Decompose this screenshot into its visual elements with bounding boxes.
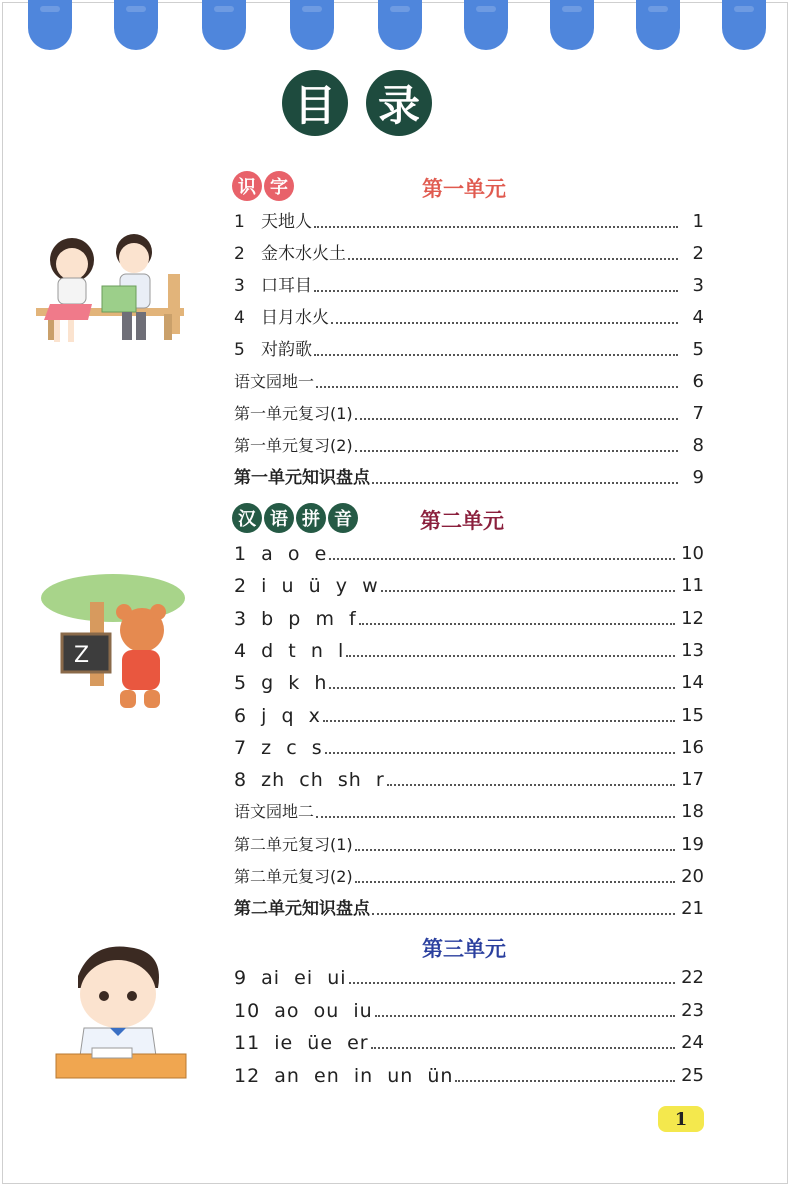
title-char: 目 <box>282 70 348 136</box>
binder-ring <box>636 0 680 50</box>
toc-item-page: 1 <box>692 211 704 232</box>
toc-item-page: 6 <box>692 371 704 392</box>
toc-row[interactable] <box>234 764 704 792</box>
dot-leader <box>355 881 675 883</box>
toc-item-label: 11 ie üe er <box>234 1032 369 1054</box>
toc-item-page: 20 <box>681 866 704 887</box>
dot-leader <box>346 655 675 657</box>
dot-leader <box>355 849 675 851</box>
binder-ring <box>290 0 334 50</box>
toc-item-label: 3 b p m f <box>234 607 357 630</box>
bear-under-tree-illustration <box>38 572 188 714</box>
section-badge <box>232 503 358 533</box>
toc-row[interactable] <box>234 861 704 889</box>
badge-char: 语 <box>264 503 294 533</box>
toc-row[interactable] <box>234 700 704 728</box>
toc-row[interactable] <box>234 635 704 663</box>
dot-leader <box>387 784 675 786</box>
toc-item-page: 7 <box>692 403 704 424</box>
toc-item-label: 2 金木水火土 <box>234 244 347 264</box>
dot-leader <box>314 290 678 292</box>
binder-ring <box>378 0 422 50</box>
toc-row[interactable] <box>234 430 704 458</box>
toc-item-label: 1 天地人 <box>234 212 313 232</box>
dot-leader <box>325 752 675 754</box>
toc-row[interactable] <box>234 538 704 566</box>
toc-row[interactable] <box>234 1060 704 1088</box>
badge-char: 字 <box>264 171 294 201</box>
page-title <box>282 70 432 136</box>
dot-leader <box>314 354 678 356</box>
toc-item-label: 6 j q x <box>234 704 321 727</box>
binder-ring <box>550 0 594 50</box>
section-badge <box>232 171 294 201</box>
toc-item-label: 7 z c s <box>234 736 323 759</box>
page-number: 1 <box>658 1106 704 1132</box>
dot-leader <box>331 322 678 324</box>
kids-on-bench-illustration <box>30 226 190 354</box>
unit-title: 第二单元 <box>420 509 504 533</box>
dot-leader <box>349 982 676 984</box>
toc-row[interactable] <box>234 270 704 298</box>
badge-char: 拼 <box>296 503 326 533</box>
toc-item-page: 5 <box>692 339 704 360</box>
dot-leader <box>316 816 675 818</box>
toc-row[interactable] <box>234 962 704 990</box>
toc-item-label: 语文园地二 <box>234 802 315 822</box>
toc-item-page: 21 <box>681 898 704 920</box>
binder-ring <box>114 0 158 50</box>
toc-item-page: 16 <box>681 736 704 758</box>
binder-ring <box>464 0 508 50</box>
toc-item-page: 15 <box>681 704 704 726</box>
toc-item-label: 1 a o e <box>234 543 328 565</box>
toc-item-page: 11 <box>681 575 704 597</box>
title-char: 录 <box>366 70 432 136</box>
toc-item-page: 23 <box>681 999 704 1021</box>
toc-item-label: 第一单元知识盘点 <box>234 468 370 488</box>
toc-item-label: 第二单元复习(2) <box>234 867 353 886</box>
toc-item-label: 5 对韵歌 <box>234 340 313 360</box>
binder-ring <box>28 0 72 50</box>
badge-char: 音 <box>328 503 358 533</box>
unit-title: 第三单元 <box>422 937 506 961</box>
toc-item-label: 第一单元复习(2) <box>234 436 353 455</box>
toc-item-label: 9 ai ei ui <box>234 967 347 989</box>
dot-leader <box>381 590 675 592</box>
unit-title: 第一单元 <box>422 177 506 201</box>
toc-row[interactable] <box>234 366 704 394</box>
toc-item-label: 8 zh ch sh r <box>234 769 385 792</box>
toc-row[interactable] <box>234 995 704 1023</box>
toc-row[interactable] <box>234 570 704 598</box>
toc-item-label: 语文园地一 <box>234 372 315 391</box>
toc-item-page: 22 <box>681 967 704 988</box>
toc-item-page: 4 <box>692 307 704 328</box>
toc-row[interactable] <box>234 398 704 426</box>
dot-leader <box>455 1080 675 1082</box>
toc-item-label: 第二单元复习(1) <box>234 834 353 854</box>
toc-item-page: 2 <box>692 243 704 264</box>
toc-row[interactable] <box>234 667 704 695</box>
toc-item-page: 3 <box>692 275 704 296</box>
toc-row[interactable] <box>234 1027 704 1055</box>
toc-row[interactable] <box>234 238 704 266</box>
toc-item-label: 10 ao ou iu <box>234 999 373 1022</box>
toc-item-label: 4 日月水火 <box>234 308 330 328</box>
svg-text:Z: Z <box>74 643 90 668</box>
toc-item-label: 第二单元知识盘点 <box>234 899 370 920</box>
toc-row[interactable] <box>234 829 704 857</box>
toc-item-label: 3 口耳目 <box>234 276 313 296</box>
toc-item-page: 14 <box>681 672 704 694</box>
toc-item-label: 2 i u ü y w <box>234 575 379 598</box>
toc-item-page: 13 <box>681 639 704 661</box>
badge-char: 识 <box>232 171 262 201</box>
toc-item-page: 10 <box>681 543 704 564</box>
dot-leader <box>372 482 678 484</box>
toc-row[interactable] <box>234 302 704 330</box>
toc-row[interactable] <box>234 603 704 631</box>
toc-item-page: 18 <box>681 801 704 823</box>
toc-row[interactable] <box>234 206 704 234</box>
dot-leader <box>329 558 675 560</box>
dot-leader <box>314 226 678 228</box>
toc-item-page: 12 <box>681 607 704 629</box>
toc-item-page: 25 <box>681 1064 704 1086</box>
toc-item-page: 8 <box>692 435 704 456</box>
toc-row[interactable] <box>234 732 704 760</box>
toc-row[interactable] <box>234 893 704 921</box>
dot-leader <box>355 418 678 420</box>
toc-item-label: 第一单元复习(1) <box>234 404 353 423</box>
toc-row[interactable] <box>234 334 704 362</box>
toc-item-label: 12 an en in un ün <box>234 1064 454 1087</box>
dot-leader <box>316 386 678 388</box>
badge-char: 汉 <box>232 503 262 533</box>
dot-leader <box>329 687 675 689</box>
toc-item-page: 9 <box>692 467 704 488</box>
toc-item-page: 24 <box>681 1032 704 1053</box>
dot-leader <box>348 258 678 260</box>
toc-row[interactable] <box>234 462 704 490</box>
dot-leader <box>355 450 678 452</box>
dot-leader <box>372 913 675 915</box>
dot-leader <box>359 623 675 625</box>
toc-row[interactable] <box>234 796 704 824</box>
boy-writing-illustration <box>52 936 192 1086</box>
dot-leader <box>375 1015 675 1017</box>
toc-item-page: 17 <box>681 769 704 791</box>
dot-leader <box>323 720 675 722</box>
dot-leader <box>371 1047 675 1049</box>
binder-ring <box>722 0 766 50</box>
toc-item-label: 4 d t n l <box>234 639 345 662</box>
toc-item-page: 19 <box>681 833 704 855</box>
binder-ring <box>202 0 246 50</box>
toc-item-label: 5 g k h <box>234 672 328 695</box>
